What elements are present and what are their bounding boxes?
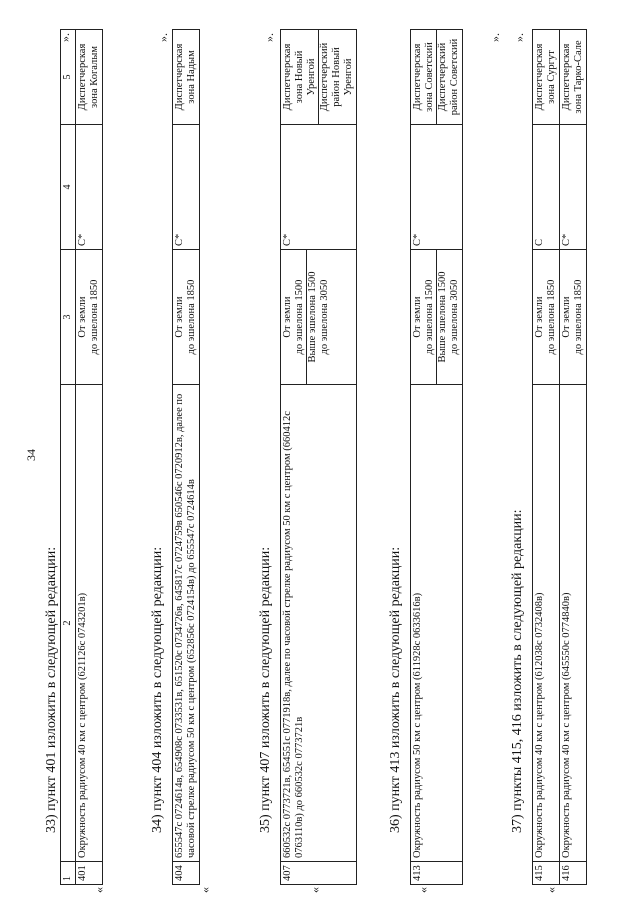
header-cell: 2 [61, 385, 76, 862]
table-row [173, 30, 200, 885]
section-heading: 35) пункт 407 изложить в следующей редакции: [258, 546, 273, 833]
height-line: до эшелона 3050 [449, 279, 460, 355]
row-number: 407 [281, 862, 357, 885]
row-number: 413 [411, 862, 463, 885]
row-class: С* [173, 125, 200, 250]
row-class: С* [76, 125, 103, 250]
row-class: С [533, 125, 560, 250]
height-line: до эшелона 1850 [89, 279, 100, 355]
height-line: От земли [282, 296, 293, 338]
height-line: до эшелона 3050 [319, 279, 330, 355]
amendment-table [280, 29, 357, 885]
row-number: 404 [173, 862, 200, 885]
rotated-sheet [20, 13, 620, 893]
row-description: 660532с 0773721в, 654551с 0771918в, далее по часовой стрелке радиусом 50 км с центром (660412с 0763110в) до 660532с 0773721в [281, 385, 357, 862]
zone-line: Диспетчерская зона Советский [412, 42, 435, 112]
height-line: до эшелона 1500 [294, 279, 305, 355]
section-35 [258, 13, 354, 893]
height-line: От земли [561, 296, 572, 338]
height-line: От земли [77, 296, 88, 338]
header-cell: 4 [61, 125, 76, 250]
height-line: до эшелона 1850 [546, 279, 557, 355]
row-class: С* [281, 125, 357, 250]
quote-open: « [198, 887, 212, 893]
row-height [173, 250, 200, 385]
row-number: 416 [560, 862, 587, 885]
amendment-table [532, 29, 587, 885]
zone-line: Диспетчерский район Советский [436, 30, 461, 124]
row-height [560, 250, 587, 385]
amendment-table [172, 29, 200, 885]
row-class: С* [411, 125, 463, 250]
header-cell: 5 [61, 30, 76, 125]
section-heading: 37) пункты 415, 416 изложить в следующей редакции: [510, 509, 525, 833]
table-row [560, 30, 587, 885]
row-description: Окружность радиусом 40 км с центром (621126с 0743201в) [76, 385, 103, 862]
quote-close: ». [156, 33, 170, 42]
height-line: до эшелона 1850 [186, 279, 197, 355]
table-row [76, 30, 103, 885]
section-heading: 33) пункт 401 изложить в следующей редакции: [44, 546, 59, 833]
height-line: Выше эшелона 1500 [306, 250, 319, 384]
row-class: С* [560, 125, 587, 250]
table-row [533, 30, 560, 885]
row-height [76, 250, 103, 385]
quote-open: « [416, 887, 430, 893]
row-height [281, 250, 357, 385]
header-cell: 1 [61, 862, 76, 885]
table-header-row [61, 30, 76, 885]
header-cell: 3 [61, 250, 76, 385]
section-36 [388, 13, 502, 893]
row-height [533, 250, 560, 385]
row-zone: Диспетчерская зона Тарко-Сале [560, 30, 587, 125]
row-description: Окружность радиусом 40 км с центром (645550с 0774840в) [560, 385, 587, 862]
zone-line: Диспетчерская зона Новый Уренгой [282, 43, 317, 111]
height-line: до эшелона 1850 [573, 279, 584, 355]
quote-open: « [308, 887, 322, 893]
height-line: От земли [534, 296, 545, 338]
height-line: От земли [174, 296, 185, 338]
zone-line: Диспетчерский район Новый Уренгой [318, 30, 355, 124]
amendment-table [60, 29, 103, 885]
quote-open: « [544, 887, 558, 893]
quote-close: ». [58, 33, 72, 42]
table-row [281, 30, 357, 885]
quote-close: ». [488, 33, 502, 42]
row-description: 655547с 0724614в, 654908с 0733531в, 651520с 0734726в, 645817с 0724759в 650546с 0720912в, далее по часовой стрелке радиусом 50 км с центром (652856с 0724154в) до 655547с 0724614в [173, 385, 200, 862]
row-zone [281, 30, 357, 125]
row-zone: Диспетчерская зона Сургут [533, 30, 560, 125]
page-number: 34 [24, 449, 38, 461]
row-zone: Диспетчерская зона Надым [173, 30, 200, 125]
row-description: Окружность радиусом 50 км с центром (611928с 0633616в) [411, 385, 463, 862]
quote-close: ». [262, 33, 276, 42]
section-37 [510, 13, 584, 893]
quote-close: ». [512, 33, 526, 42]
section-34 [150, 13, 212, 893]
row-zone [411, 30, 463, 125]
table-row [411, 30, 463, 885]
quote-open: « [92, 887, 106, 893]
section-33 [44, 13, 106, 893]
height-line: От земли [412, 296, 423, 338]
row-number: 401 [76, 862, 103, 885]
height-line: Выше эшелона 1500 [436, 250, 449, 384]
row-zone: Диспетчерская зона Когалым [76, 30, 103, 125]
section-heading: 34) пункт 404 изложить в следующей редакции: [150, 546, 165, 833]
row-number: 415 [533, 862, 560, 885]
section-heading: 36) пункт 413 изложить в следующей редакции: [388, 546, 403, 833]
row-height [411, 250, 463, 385]
height-line: до эшелона 1500 [424, 279, 435, 355]
amendment-table [410, 29, 463, 885]
row-description: Окружность радиусом 40 км с центром (612038с 0732408в) [533, 385, 560, 862]
